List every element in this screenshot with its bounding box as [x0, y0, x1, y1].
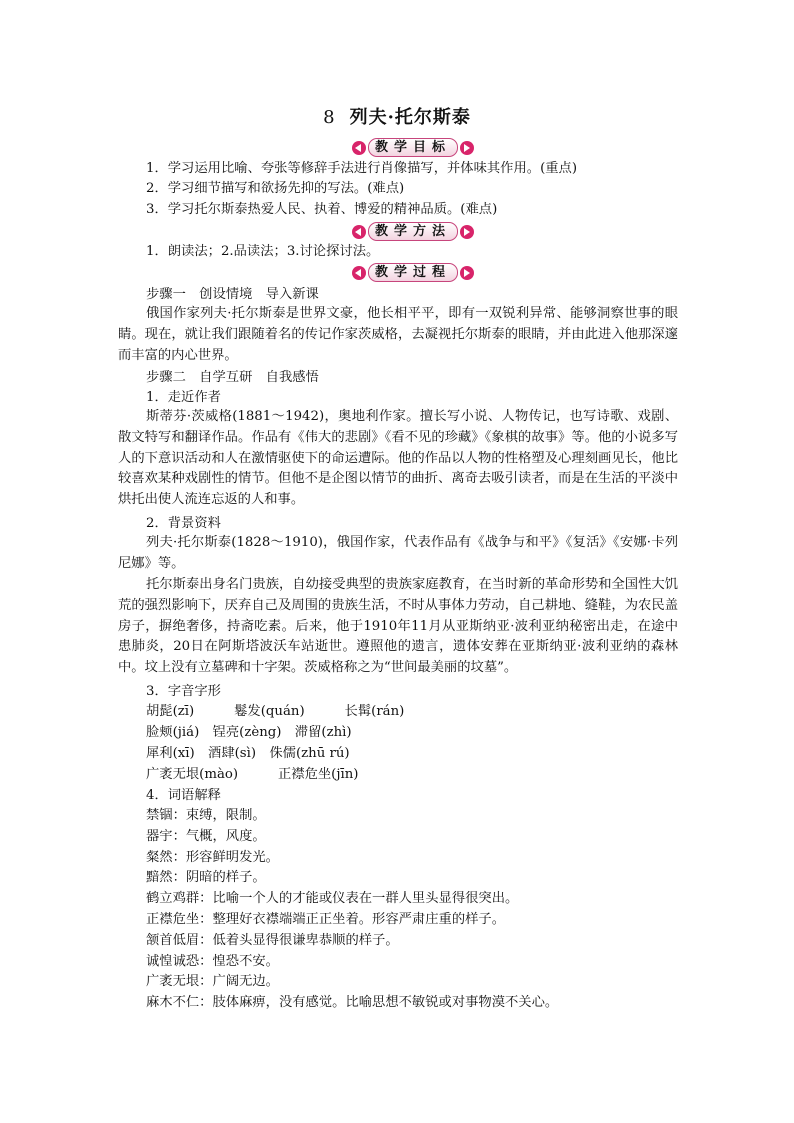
vocab-item-8: 诚惶诚恐：惶恐不安。 [146, 954, 279, 969]
step2-heading: 步骤二 自学互研 自我感悟 [146, 370, 319, 385]
step1-heading: 步骤一 创设情境 导入新课 [146, 287, 319, 302]
arrow-right-icon [460, 141, 474, 155]
phonetics-row-1: 胡髭(zī) 鬈发(quán) 长髯(rán) [146, 704, 405, 719]
lesson-title-text: 列夫·托尔斯泰 [349, 107, 471, 128]
vocab-heading: 4．词语解释 [146, 788, 221, 803]
background-paragraph-2: 托尔斯泰出身名门贵族，自幼接受典型的贵族家庭教育，在当时新的革命形势和全国性大饥荒的强烈影响下，厌弃自己及周围的贵族生活，不时从事体力劳动，自己耕地、缝鞋，为农民盖房子，摒绝奢侈，持斋吃素。后来，他于1910年11月从亚斯纳亚·波利亚纳秘密出走，在途中患肺炎，20日在阿斯塔波沃车站逝世。遵照他的遗言，遗体安葬在亚斯纳亚·波利亚纳的森林中。坟上没有立墓碑和十字架。茨威格称之为“世间最美丽的坟墓”。 [118, 577, 678, 676]
lesson-number: 8 [323, 107, 336, 128]
background-heading: 2．背景资料 [146, 516, 221, 531]
vocab-item-4: 黯然：阴暗的样子。 [146, 870, 266, 885]
arrow-right-icon [460, 266, 474, 280]
phonetics-row-4: 广袤无垠(mào) 正襟危坐(jīn) [146, 767, 359, 782]
goal-item-1: 1．学习运用比喻、夸张等修辞手法进行肖像描写，并体味其作用。(重点) [146, 161, 578, 176]
vocab-item-2: 器宇：气概，风度。 [146, 829, 266, 844]
banner-label: 教学过程 [368, 263, 458, 282]
step1-paragraph: 俄国作家列夫·托尔斯泰是世界文豪，他长相平平，即有一双锐利异常、能够洞察世事的眼睛。现在，就让我们跟随着名的传记作家茨威格，去凝视托尔斯泰的眼睛，并由此进入他那深邃而丰富的内心世界。 [118, 306, 678, 363]
phonetics-row-2: 脸颊(jiá) 锃亮(zèng) 滞留(zhì) [146, 725, 352, 740]
methods-text: 1．朗读法；2.品读法；3.讨论探讨法。 [146, 244, 380, 259]
banner-label: 教学方法 [368, 222, 458, 241]
author-paragraph: 斯蒂芬·茨威格(1881～1942)，奥地利作家。擅长写小说、人物传记，也写诗歌、戏剧、散文特写和翻译作品。作品有《伟大的悲剧》《看不见的珍藏》《象棋的故事》等。他的小说多写人的下意识活动和人在激情驱使下的命运遭际。他的作品以人物的性格塑及心理刻画见长，他比较喜欢某种戏剧性的情节。但他不是企图以情节的曲折、离奇去吸引读者，而是在生活的平淡中烘托出使人流连忘返的人和事。 [118, 409, 678, 508]
vocab-item-9: 广袤无垠：广阔无边。 [146, 974, 279, 989]
banner-teaching-goals [352, 138, 474, 157]
goal-item-2: 2．学习细节描写和欲扬先抑的写法。(难点) [146, 181, 405, 196]
vocab-item-7: 颔首低眉：低着头显得很谦卑恭顺的样子。 [146, 933, 399, 948]
vocab-item-10: 麻木不仁：肢体麻痹，没有感觉。比喻思想不敏锐或对事物漠不关心。 [146, 995, 559, 1010]
arrow-left-icon [352, 266, 366, 280]
background-paragraph-1: 列夫·托尔斯泰(1828～1910)，俄国作家，代表作品有《战争与和平》《复活》《安娜·卡列尼娜》等。 [118, 535, 678, 571]
vocab-item-3: 粲然：形容鲜明发光。 [146, 850, 279, 865]
arrow-left-icon [352, 225, 366, 239]
arrow-left-icon [352, 141, 366, 155]
phonetics-heading: 3．字音字形 [146, 684, 221, 699]
author-heading: 1．走近作者 [146, 390, 221, 405]
vocab-item-6: 正襟危坐：整理好衣襟端端正正坐着。形容严肃庄重的样子。 [146, 912, 506, 927]
lesson-title [0, 103, 794, 129]
phonetics-row-3: 犀利(xī) 酒肆(sì) 侏儒(zhū rú) [146, 746, 350, 761]
banner-teaching-methods [352, 222, 474, 241]
vocab-item-1: 禁锢：束缚，限制。 [146, 808, 266, 823]
goal-item-3: 3．学习托尔斯泰热爱人民、执着、博爱的精神品质。(难点) [146, 202, 498, 217]
banner-label: 教学目标 [368, 138, 458, 157]
arrow-right-icon [460, 225, 474, 239]
banner-teaching-process [352, 263, 474, 282]
vocab-item-5: 鹤立鸡群：比喻一个人的才能或仪表在一群人里头显得很突出。 [146, 891, 519, 906]
